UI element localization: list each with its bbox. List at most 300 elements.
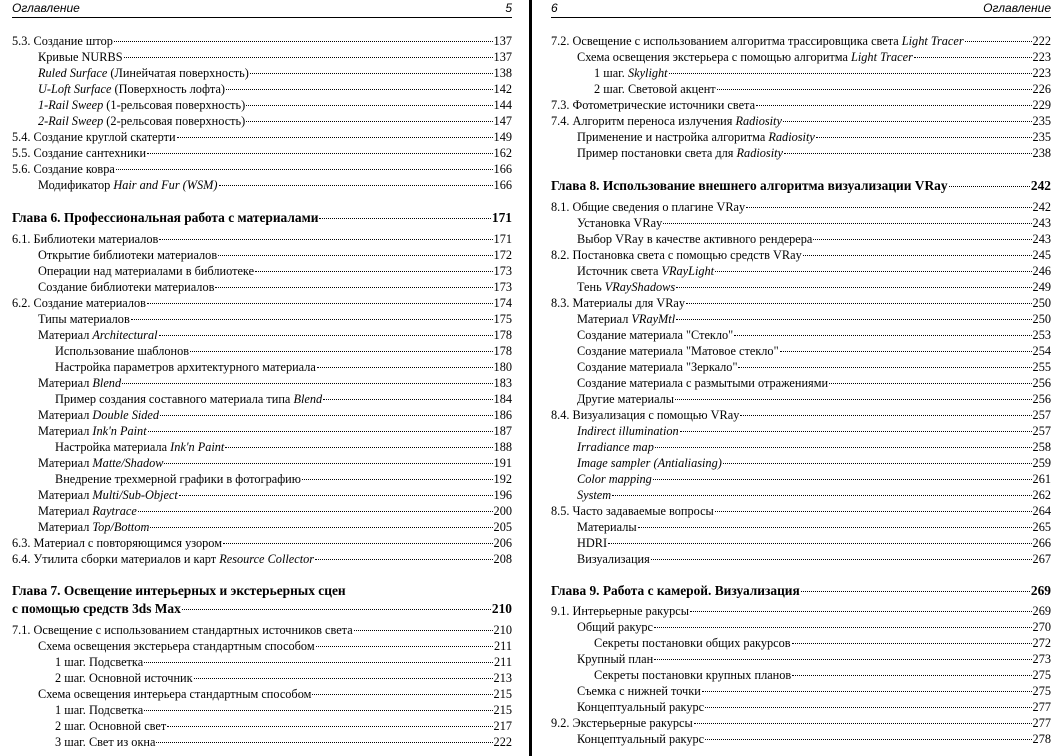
toc-entry-title: Создание материала "Зеркало" [577,360,738,374]
dot-leader [150,527,492,528]
toc-page-number: 269 [1030,583,1051,598]
toc-page-number: 180 [493,360,512,374]
toc-page-number: 257 [1032,408,1051,422]
toc-entry [12,114,512,129]
toc-entry-title: 9.1. Интерьерные ракурсы [551,604,689,618]
toc-page-number: 166 [493,178,512,192]
toc-entry-title: 2 шаг. Основной источник [55,671,193,685]
toc-entry-title: Глава 9. Работа с камерой. Визуализация [551,583,800,598]
dot-leader [680,431,1032,432]
toc-entry [551,98,1051,113]
toc-entry-title: 8.2. Постановка света с помощью средств VRay [551,248,802,262]
dot-leader [965,41,1032,42]
toc-entry-title: 1 шаг. Подсветка [55,703,144,717]
dot-leader [215,287,492,288]
dot-leader [144,662,493,663]
dot-leader [690,611,1032,612]
dot-leader [686,303,1032,304]
toc-page-number: 223 [1032,50,1051,64]
toc-entry [12,424,512,439]
toc-entry [551,716,1051,731]
toc-entry [551,552,1051,567]
dot-leader [715,271,1031,272]
dot-leader [116,169,493,170]
toc-entry-title: 1 шаг. Подсветка [55,655,144,669]
toc-entry-title: Настройка материала Ink'n Paint [55,440,225,454]
toc-entry-title: Color mapping [577,472,652,486]
toc-entry-title: Глава 7. Освещение интерьерных и экстерьерных сцен [12,583,346,598]
toc-entry-title: Ruled Surface (Линейчатая поверхность) [38,66,249,80]
toc-entry [12,687,512,702]
toc-page-number: 162 [493,146,512,160]
toc-page-number: 262 [1032,488,1051,502]
toc-entry-title: Материалы [577,520,637,534]
toc-page-number: 188 [493,440,512,454]
toc-page-number: 137 [493,34,512,48]
toc-entry [551,376,1051,391]
dot-leader [250,73,493,74]
toc-entry-title: 1-Rail Sweep (1-рельсовая поверхность) [38,98,246,112]
toc-page-number: 138 [493,66,512,80]
toc-entry [551,114,1051,129]
toc-page-number: 242 [1032,200,1051,214]
toc-entry [551,732,1051,747]
toc-entry-title: 6.3. Материал с повторяющимся узором [12,536,222,550]
toc-page-number: 215 [493,703,512,717]
toc-entry [12,296,512,311]
toc-entry [12,392,512,407]
dot-leader [654,659,1031,660]
toc-page-number: 277 [1032,700,1051,714]
toc-page-number: 186 [493,408,512,422]
toc-entry [551,200,1051,215]
toc-entry [12,408,512,423]
toc-page-number: 266 [1032,536,1051,550]
toc-entry-title: Схема освещения экстерьера стандартным способом [38,639,315,653]
dot-leader [147,303,493,304]
toc-entry-title: Другие материалы [577,392,675,406]
toc-page-number: 259 [1032,456,1051,470]
toc-entry-title: Создание библиотеки материалов [38,280,215,294]
toc-entry [12,146,512,161]
toc-entry [12,376,512,391]
toc-entry-title: Визуализация [577,552,650,566]
toc-entry [551,408,1051,423]
toc-page-number: 226 [1032,82,1051,96]
toc-entry-title: 2 шаг. Световой акцент [594,82,716,96]
dot-leader [717,89,1032,90]
toc-page-number: 208 [493,552,512,566]
dot-leader [783,121,1032,122]
dot-leader [723,463,1032,464]
dot-leader [608,543,1031,544]
toc-entry-title: Крупный план [577,652,654,666]
toc-chapter-entry [12,583,512,598]
toc-entry-title: 9.2. Экстерьерные ракурсы [551,716,693,730]
toc-entry-title: Материал Multi/Sub-Object [38,488,178,502]
dot-leader [226,89,493,90]
dot-leader [194,678,493,679]
toc-entry [551,344,1051,359]
toc-entry-title: HDRI [577,536,608,550]
dot-leader [144,710,492,711]
toc-entry-title: Установка VRay [577,216,663,230]
toc-entry [551,440,1051,455]
toc-page-number: 265 [1032,520,1051,534]
dot-leader [246,121,492,122]
dot-leader [676,319,1031,320]
toc-page-number: 147 [493,114,512,128]
toc-entry-title: 8.1. Общие сведения о плагине VRay [551,200,746,214]
toc-entry [12,623,512,638]
toc-entry-title: 6.1. Библиотеки материалов [12,232,159,246]
toc-page-number: 257 [1032,424,1051,438]
toc-entry-title: 6.4. Утилита сборки материалов и карт Resource Collector [12,552,315,566]
toc-page-number: 178 [493,328,512,342]
toc-entry-title: Материал Matte/Shadow [38,456,164,470]
toc-page-number: 270 [1032,620,1051,634]
toc-page-number: 277 [1032,716,1051,730]
toc-entry-title: Общий ракурс [577,620,654,634]
dot-leader [738,367,1031,368]
toc-entry-title: 7.3. Фотометрические источники света [551,98,756,112]
toc-entry-title: 7.2. Освещение с использованием алгоритма трассировщика света Light Tracer [551,34,964,48]
toc-page-number: 184 [493,392,512,406]
dot-leader [663,223,1031,224]
toc-page-number: 256 [1032,392,1051,406]
toc-entry-title: 1 шаг. Skylight [594,66,668,80]
page-number: 5 [505,1,512,15]
toc-entry-title: Создание материала "Стекло" [577,328,734,342]
toc-entry-title: Irradiance map [577,440,654,454]
toc-page-number: 264 [1032,504,1051,518]
toc-entry [551,50,1051,65]
toc-entry-title: Источник света VRayLight [577,264,715,278]
toc-page-number: 275 [1032,668,1051,682]
dot-leader [223,543,493,544]
toc-entry-title: Операции над материалами в библиотеке [38,264,255,278]
dot-leader [167,726,492,727]
toc-entry [12,178,512,193]
toc-entry [12,456,512,471]
toc-entry-title: Тень VRayShadows [577,280,676,294]
toc-entry [551,472,1051,487]
toc-entry-title: Типы материалов [38,312,130,326]
dot-leader [803,255,1032,256]
dot-leader [131,319,493,320]
toc-page-number: 149 [493,130,512,144]
toc-page-number: 191 [493,456,512,470]
toc-entry [12,719,512,734]
toc-page-number: 171 [491,210,512,225]
toc-entry-title: Кривые NURBS [38,50,123,64]
dot-leader [148,431,493,432]
toc-entry [551,130,1051,145]
toc-page-number: 243 [1032,232,1051,246]
toc-entry [12,98,512,113]
toc-page-number: 213 [493,671,512,685]
toc-entry-title: Схема освещения экстерьера с помощью алгоритма Light Tracer [577,50,913,64]
toc-entry-title: с помощью средств 3ds Max [12,601,181,616]
toc-page-number: 278 [1032,732,1051,746]
dot-leader [182,609,491,610]
toc-entry-title: Модификатор Hair and Fur (WSM) [38,178,218,192]
header-title: Оглавление [983,1,1051,15]
dot-leader [694,723,1032,724]
toc-page-number: 222 [1032,34,1051,48]
toc-entry-title: 3 шаг. Свет из окна [55,735,156,749]
toc-entry-title: Схема освещения интерьера стандартным способом [38,687,312,701]
dot-leader [612,495,1031,496]
toc-entry [12,50,512,65]
toc-entry-title: Создание материала с размытыми отражениями [577,376,829,390]
toc-page-number: 258 [1032,440,1051,454]
dot-leader [705,707,1031,708]
toc-page-number: 253 [1032,328,1051,342]
toc-page-number: 187 [493,424,512,438]
toc-entry-title: Применение и настройка алгоритма Radiosity [577,130,815,144]
left-page [12,0,512,756]
toc-entry-title: Секреты постановки крупных планов [594,668,792,682]
toc-entry-title: Материал Double Sided [38,408,160,422]
dot-leader [914,57,1032,58]
dot-leader [177,137,493,138]
toc-entry [551,604,1051,619]
dot-leader [638,527,1032,528]
dot-leader [312,694,492,695]
toc-page-number: 223 [1032,66,1051,80]
toc-entry [551,668,1051,683]
dot-leader [354,630,493,631]
toc-entry [12,232,512,247]
dot-leader [655,447,1032,448]
toc-entry [12,639,512,654]
dot-leader [746,207,1031,208]
toc-entry [12,536,512,551]
dot-leader [669,73,1032,74]
toc-page-number: 173 [493,280,512,294]
toc-entry [551,312,1051,327]
toc-page-number: 261 [1032,472,1051,486]
toc-entry [551,652,1051,667]
toc-entry [12,248,512,263]
dot-leader [651,559,1032,560]
toc-entry-title: Пример постановки света для Radiosity [577,146,783,160]
toc-entry [12,440,512,455]
dot-leader [316,646,493,647]
dot-leader [715,511,1032,512]
toc-chapter-entry [12,210,512,225]
dot-leader [317,367,493,368]
toc-page-number: 175 [493,312,512,326]
toc-page-number: 250 [1032,296,1051,310]
right-page [551,0,1051,756]
dot-leader [255,271,493,272]
dot-leader [179,495,493,496]
toc-entry [551,296,1051,311]
dot-leader [319,218,490,219]
dot-leader [675,399,1032,400]
toc-entry [12,344,512,359]
toc-entry [12,703,512,718]
toc-page-number: 210 [491,601,512,616]
toc-entry [12,162,512,177]
toc-entry [12,735,512,750]
toc-entry [12,488,512,503]
dot-leader [302,479,493,480]
toc-entry [12,360,512,375]
toc-entry-title: Настройка параметров архитектурного материала [55,360,316,374]
toc-page-number: 272 [1032,636,1051,650]
dot-leader [654,627,1032,628]
toc-entry-title: Материал VRayMtl [577,312,676,326]
toc-entry-title: Материал Raytrace [38,504,137,518]
toc-entry [551,392,1051,407]
dot-leader [801,591,1030,592]
toc-entry [551,82,1051,97]
dot-leader [813,239,1031,240]
toc-entry [551,520,1051,535]
dot-leader [138,511,493,512]
toc-entry-title: 7.1. Освещение с использованием стандартных источников света [12,623,353,637]
toc-page-number: 144 [493,98,512,112]
toc-entry [551,684,1051,699]
right-page-header [551,0,1051,18]
toc-page-number: 235 [1032,114,1051,128]
toc-entry-title: Создание материала "Матовое стекло" [577,344,779,358]
toc-page-number: 200 [493,504,512,518]
toc-entry-title: 5.3. Создание штор [12,34,113,48]
toc-chapter-entry [12,601,512,616]
toc-page-number: 174 [493,296,512,310]
toc-entry-title: Концептуальный ракурс [577,732,705,746]
toc-page-number: 275 [1032,684,1051,698]
toc-entry [12,328,512,343]
dot-leader [156,742,492,743]
header-title: Оглавление [12,1,80,15]
toc-page-number: 238 [1032,146,1051,160]
toc-page-number: 243 [1032,216,1051,230]
toc-entry-title: Съемка с нижней точки [577,684,701,698]
toc-page-number: 267 [1032,552,1051,566]
toc-entry-title: Материал Ink'n Paint [38,424,147,438]
dot-leader [784,153,1032,154]
toc-entry-title: Концептуальный ракурс [577,700,705,714]
toc-page-number: 211 [494,639,512,653]
toc-entry [12,520,512,535]
toc-entry [12,264,512,279]
dot-leader [829,383,1031,384]
toc-entry-title: Глава 8. Использование внешнего алгоритма визуализации VRay [551,178,948,193]
dot-leader [792,643,1032,644]
dot-leader [315,559,493,560]
dot-leader [705,739,1031,740]
toc-page-number: 206 [493,536,512,550]
toc-page-number: 211 [494,655,512,669]
toc-entry [551,146,1051,161]
toc-page-number: 254 [1032,344,1051,358]
toc-page-number: 205 [493,520,512,534]
toc-entry [12,504,512,519]
toc-page-number: 183 [493,376,512,390]
toc-entry-title: Материал Architectural [38,328,158,342]
toc-entry [12,472,512,487]
toc-entry-title: Пример создания составного материала типа Blend [55,392,323,406]
toc-page-number: 269 [1032,604,1051,618]
toc-page-number: 142 [493,82,512,96]
dot-leader [702,691,1032,692]
toc-entry [551,536,1051,551]
dot-leader [159,239,492,240]
toc-page-number: 255 [1032,360,1051,374]
dot-leader [949,186,1030,187]
dot-leader [676,287,1031,288]
dot-leader [780,351,1032,352]
toc-entry-title: Выбор VRay в качестве активного рендерера [577,232,813,246]
toc-entry-title: 7.4. Алгоритм переноса излучения Radiosity [551,114,782,128]
toc-entry [12,671,512,686]
toc-entry-title: 2-Rail Sweep (2-рельсовая поверхность) [38,114,246,128]
toc-entry [12,34,512,49]
toc-page-number: 217 [493,719,512,733]
toc-entry [551,248,1051,263]
dot-leader [734,335,1031,336]
toc-entry-title: 5.4. Создание круглой скатерти [12,130,176,144]
toc-page-number: 245 [1032,248,1051,262]
toc-entry [551,424,1051,439]
dot-leader [122,383,492,384]
toc-page-number: 137 [493,50,512,64]
toc-page-number: 242 [1030,178,1051,193]
toc-entry-title: Открытие библиотеки материалов [38,248,218,262]
toc-entry-title: 2 шаг. Основной свет [55,719,167,733]
dot-leader [225,447,492,448]
toc-page-number: 229 [1032,98,1051,112]
toc-entry [12,130,512,145]
dot-leader [159,335,493,336]
toc-page-number: 250 [1032,312,1051,326]
dot-leader [114,41,493,42]
toc-entry [551,620,1051,635]
toc-entry-title: U-Loft Surface (Поверхность лофта) [38,82,226,96]
toc-page-number: 235 [1032,130,1051,144]
toc-entry [12,552,512,567]
left-page-header [12,0,512,18]
dot-leader [740,415,1031,416]
toc-entry-title: Секреты постановки общих ракурсов [594,636,791,650]
toc-page-number: 256 [1032,376,1051,390]
toc-page-number: 196 [493,488,512,502]
toc-entry [551,636,1051,651]
toc-page-number: 178 [493,344,512,358]
dot-leader [124,57,493,58]
dot-leader [246,105,492,106]
toc-chapter-entry [551,583,1051,598]
toc-entry-title: Indirect illumination [577,424,679,438]
toc-entry-title: Image sampler (Antialiasing) [577,456,722,470]
toc-page-number: 273 [1032,652,1051,666]
toc-entry [551,488,1051,503]
toc-page-number: 210 [493,623,512,637]
toc-page-number: 192 [493,472,512,486]
dot-leader [218,255,492,256]
dot-leader [190,351,492,352]
page-divider [529,0,532,756]
toc-page-number: 246 [1032,264,1051,278]
toc-entry-title: Глава 6. Профессиональная работа с материалами [12,210,319,225]
dot-leader [160,415,493,416]
toc-page-number: 171 [493,232,512,246]
